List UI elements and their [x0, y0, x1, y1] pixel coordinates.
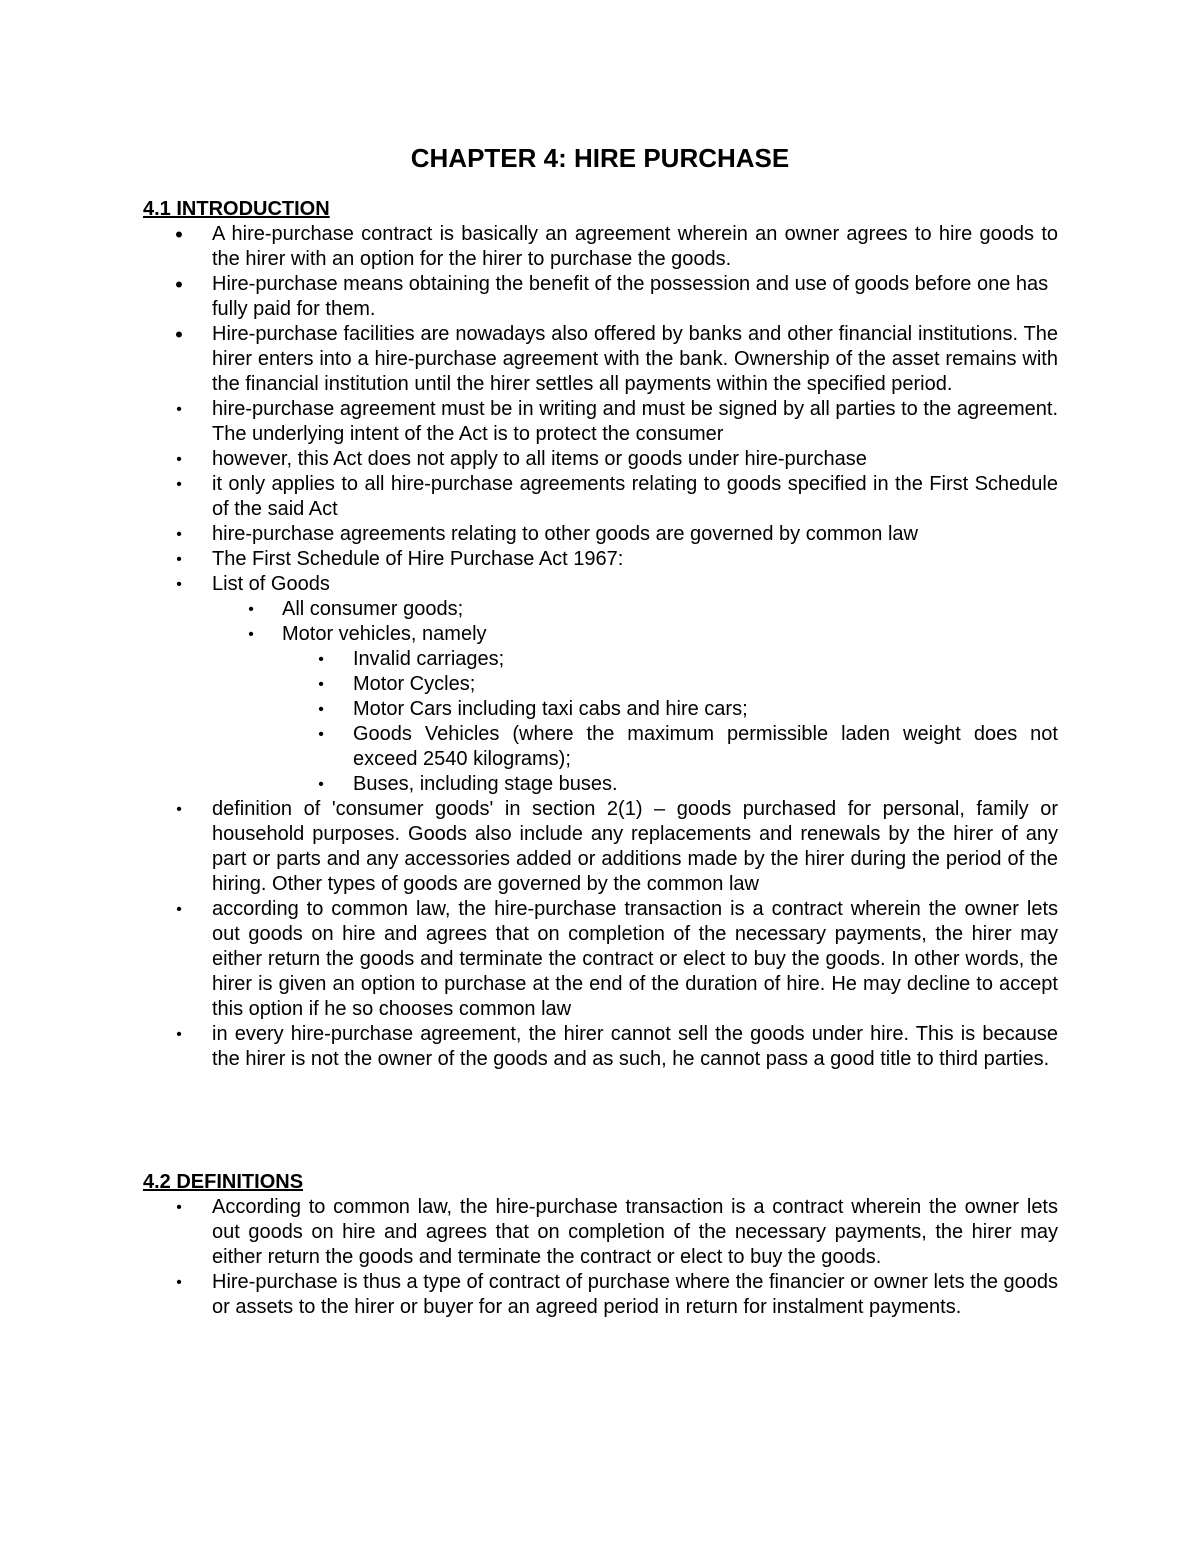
- list-item: [143, 897, 1058, 1022]
- bullet-icon: •: [176, 576, 182, 593]
- bullet-icon: •: [248, 601, 254, 618]
- list-item-text: hire-purchase agreements relating to other goods are governed by common law: [212, 523, 918, 545]
- bullet-icon: •: [176, 1274, 182, 1291]
- list-item-text: According to common law, the hire-purchase transaction is a contract wherein the owner lets out goods on hire and agrees that on completion of the necessary payments, the hirer may either return the goods and terminate the contract or elect to buy the goods.: [212, 1196, 1058, 1268]
- list-item: [143, 647, 1058, 672]
- list-item: [143, 522, 1058, 547]
- bullet-icon: •: [176, 1026, 182, 1043]
- list-item-text: A hire-purchase contract is basically an agreement wherein an owner agrees to hire goods to the hirer with an option for the hirer to purchase the goods.: [212, 223, 1058, 270]
- bullet-icon: •: [318, 701, 324, 718]
- bullet-icon: •: [248, 626, 254, 643]
- list-item: [143, 1022, 1058, 1072]
- list-item: [143, 222, 1058, 272]
- bullet-icon: •: [176, 551, 182, 568]
- section-heading-definitions: 4.2 DEFINITIONS: [143, 1171, 304, 1193]
- bullet-icon: •: [175, 222, 183, 247]
- bullet-icon: •: [175, 272, 183, 297]
- list-item: [143, 472, 1058, 522]
- bullet-icon: •: [176, 401, 182, 418]
- bullet-icon: •: [176, 901, 182, 918]
- list-item-text: List of Goods: [212, 573, 330, 595]
- list-item: [143, 797, 1058, 897]
- bullet-icon: •: [318, 776, 324, 793]
- bullet-icon: •: [318, 726, 324, 743]
- list-item: [143, 672, 1058, 697]
- list-item: [143, 1195, 1058, 1270]
- list-item: [143, 272, 1058, 322]
- list-item-text: Buses, including stage buses.: [353, 773, 618, 795]
- section-heading-introduction: 4.1 INTRODUCTION: [143, 198, 330, 220]
- list-item-text: Motor Cars including taxi cabs and hire cars;: [353, 698, 748, 720]
- list-item-text: Hire-purchase is thus a type of contract of purchase where the financier or owner lets the goods or assets to the hirer or buyer for an agreed period in return for instalment payments.: [212, 1271, 1059, 1318]
- bullet-icon: •: [176, 451, 182, 468]
- list-item: [143, 722, 1058, 772]
- list-item-text: Hire-purchase facilities are nowadays also offered by banks and other financial institutions. The hirer enters into a hire-purchase agreement with the bank. Ownership of the asset remains with the financial institution until the hirer settles all payments within the specified period.: [212, 323, 1058, 395]
- section-introduction: [143, 197, 1058, 1072]
- definitions-list: [143, 1195, 1058, 1320]
- list-item: [143, 322, 1058, 397]
- bullet-icon: •: [318, 651, 324, 668]
- list-item-text: it only applies to all hire-purchase agreements relating to goods specified in the First Schedule of the said Act: [212, 473, 1058, 520]
- list-item: [143, 597, 1058, 622]
- bullet-icon: •: [175, 322, 183, 347]
- list-item-text: however, this Act does not apply to all items or goods under hire-purchase: [212, 448, 867, 470]
- list-item: [143, 772, 1058, 797]
- bullet-icon: •: [318, 676, 324, 693]
- list-item-text: definition of 'consumer goods' in section 2(1) – goods purchased for personal, family or household purposes. Goods also include any replacements and renewals by the hirer of any part or parts and any accessories added or additions made by the hirer during the period of the hiring. Other types of goods are governed by the common law: [212, 798, 1058, 895]
- list-item-text: according to common law, the hire-purchase transaction is a contract wherein the owner lets out goods on hire and agrees that on completion of the necessary payments, the hirer may either return the goods and terminate the contract or elect to buy the goods. In other words, the hirer is given an option to purchase at the end of the duration of hire. He may decline to accept this option if he so chooses common law: [212, 898, 1058, 1020]
- bullet-icon: •: [176, 801, 182, 818]
- bullet-icon: •: [176, 526, 182, 543]
- list-item-text: The First Schedule of Hire Purchase Act 1967:: [212, 548, 624, 570]
- list-item-text: Motor Cycles;: [353, 673, 476, 695]
- list-item-text: All consumer goods;: [282, 598, 464, 620]
- introduction-list: [143, 222, 1058, 1072]
- list-item-text: hire-purchase agreement must be in writing and must be signed by all parties to the agreement. The underlying intent of the Act is to protect the consumer: [212, 398, 1058, 445]
- bullet-icon: •: [176, 476, 182, 493]
- list-item-text: Invalid carriages;: [353, 648, 505, 670]
- list-item-text: Motor vehicles, namely: [282, 623, 487, 645]
- list-item-text: Goods Vehicles (where the maximum permissible laden weight does not exceed 2540 kilograms);: [353, 723, 1058, 770]
- list-item-text: in every hire-purchase agreement, the hirer cannot sell the goods under hire. This is because the hirer is not the owner of the goods and as such, he cannot pass a good title to third parties.: [212, 1023, 1058, 1070]
- list-item: [143, 447, 1058, 472]
- list-item: [143, 1270, 1058, 1320]
- chapter-title: CHAPTER 4: HIRE PURCHASE: [410, 143, 790, 173]
- list-item: [143, 622, 1058, 647]
- list-item: [143, 547, 1058, 572]
- list-item: [143, 572, 1058, 597]
- list-item: [143, 697, 1058, 722]
- bullet-icon: •: [176, 1199, 182, 1216]
- section-definitions: [143, 1170, 1058, 1320]
- list-item: [143, 397, 1058, 447]
- list-item-text: Hire-purchase means obtaining the benefit of the possession and use of goods before one has fully paid for them.: [212, 273, 1049, 320]
